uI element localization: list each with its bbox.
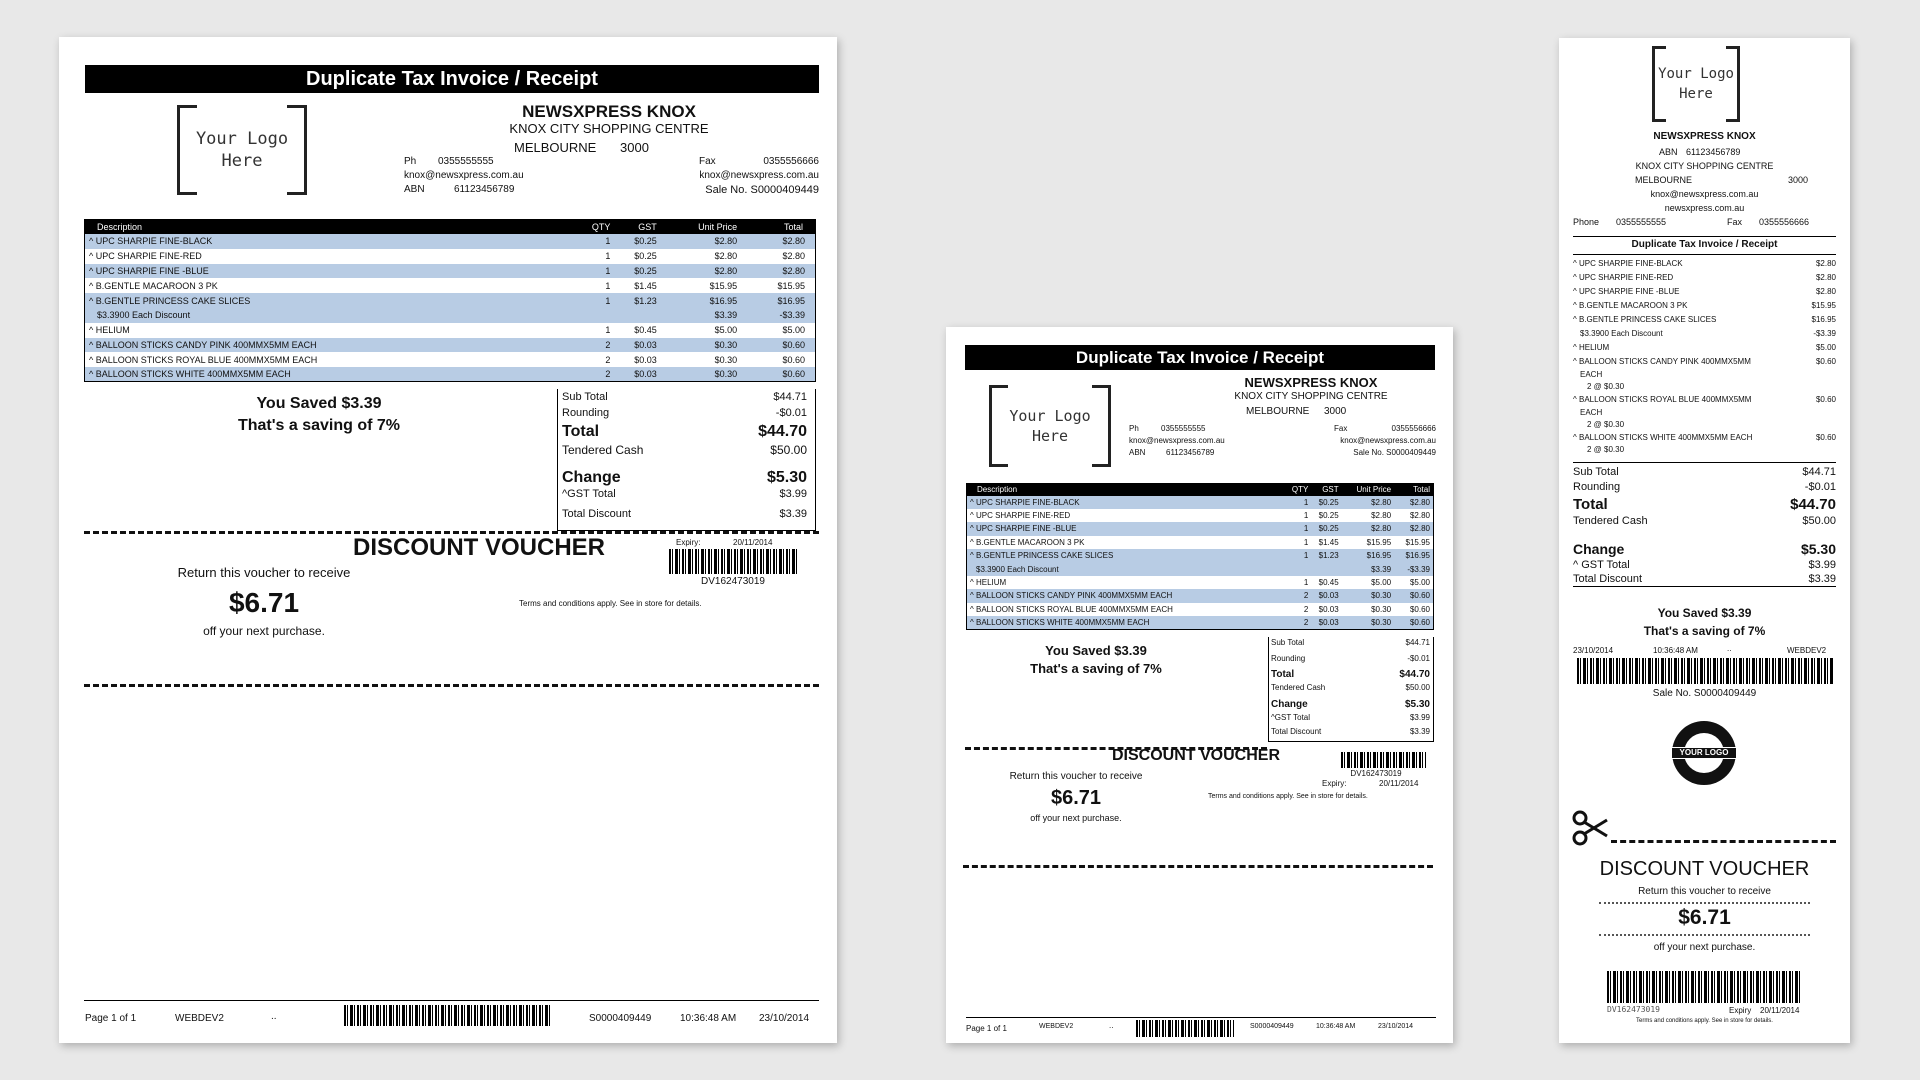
cell-unit: $5.00	[1371, 578, 1392, 588]
saved-line: You Saved $3.39	[256, 395, 382, 412]
footer-sale: S0000409449	[1250, 1023, 1294, 1030]
voucher-code: DV162473019	[1607, 1005, 1660, 1014]
cell-total: $2.80	[737, 234, 815, 249]
cell-gst	[1308, 562, 1338, 575]
table-row	[967, 509, 1434, 522]
table-row	[85, 278, 816, 293]
cell-desc: ^ B.GENTLE MACAROON 3 PK	[89, 280, 218, 291]
totals-box: Sub Total $44.71 Rounding -$0.01 Total $44.70 Tendered Cash $50.00 Change $5.30 ^GST Total $3.99 Total Discount $3.39	[557, 389, 816, 531]
voucher-cut-line	[1611, 840, 1836, 843]
cell-gst: $0.03	[634, 354, 657, 365]
voucher-return-text: Return this voucher to receive	[1638, 886, 1771, 897]
cell-total: $2.80	[782, 251, 805, 262]
cell-total: $0.60	[782, 354, 805, 365]
saving-percent: That's a saving of 7%	[1643, 624, 1766, 638]
cell-gst: $0.03	[1308, 589, 1338, 602]
footer-time: 10:36:48 AM	[1316, 1023, 1356, 1030]
cell-gst: $1.23	[610, 293, 656, 308]
list-item: ^ BALLOON STICKS CANDY PINK 400MMX5MM $0.60	[1573, 357, 1836, 366]
footer-barcode	[1136, 1020, 1234, 1037]
cell-desc: ^ UPC SHARPIE FINE -BLUE	[967, 522, 1284, 535]
saving-percent: That's a saving of 7%	[1030, 661, 1162, 676]
roll-items-list	[1573, 257, 1836, 456]
list-item: $3.3900 Each Discount -$3.39	[1580, 329, 1836, 338]
table-row	[967, 549, 1434, 562]
store-name: NEWSXPRESS KNOX	[1244, 375, 1378, 390]
totals-box: Sub Total $44.71 Rounding -$0.01 Total $44.70 Tendered Cash $50.00 Change $5.30 ^GST Total $3.99 Total Discount $3.39	[1268, 637, 1434, 742]
cell-unit: $2.80	[657, 264, 737, 279]
voucher-cut-line-bottom	[963, 865, 1433, 868]
cell-unit: $3.39	[657, 308, 737, 323]
voucher-terms: Terms and conditions apply. See in store for details.	[519, 599, 702, 608]
cell-unit: $0.30	[1371, 604, 1392, 614]
cell-unit: $0.30	[714, 354, 738, 365]
voucher-barcode	[1607, 971, 1801, 1003]
cell-gst: $1.23	[1308, 549, 1338, 562]
cell-unit: $16.95	[657, 293, 737, 308]
table-row	[85, 323, 816, 338]
cell-qty: 1	[572, 264, 610, 279]
table-row	[85, 293, 816, 308]
voucher-next-purchase: off your next purchase.	[1030, 813, 1122, 823]
cell-qty: 1	[605, 251, 611, 262]
footer-page: Page 1 of 1	[85, 1013, 137, 1024]
roll-date: 23/10/2014	[1573, 646, 1614, 655]
phone-value: 0355555555	[438, 156, 494, 167]
list-item-qty: 2 @ $0.30	[1587, 420, 1625, 429]
cell-total: $2.80	[1391, 496, 1433, 509]
cell-desc: ^ BALLOON STICKS CANDY PINK 400MMX5MM EACH	[967, 589, 1284, 602]
voucher-heading: DISCOUNT VOUCHER	[1111, 747, 1280, 764]
voucher-dotted-top	[1599, 902, 1810, 904]
table-row	[85, 234, 816, 249]
table-row	[85, 352, 816, 367]
voucher-code: DV162473019	[1350, 769, 1402, 778]
fax-label: Fax	[1334, 424, 1348, 433]
table-row	[85, 249, 816, 264]
receipt-title: Duplicate Tax Invoice / Receipt	[1631, 239, 1778, 250]
cell-desc: ^ UPC SHARPIE FINE -BLUE	[85, 264, 573, 279]
cell-total: -$3.39	[737, 308, 815, 323]
abn-value: 61123456789	[1686, 147, 1741, 157]
store-postcode: 3000	[1788, 175, 1809, 185]
table-row	[85, 367, 816, 382]
cell-desc: ^ B.GENTLE MACAROON 3 PK	[970, 537, 1085, 547]
cell-qty: 1	[572, 234, 610, 249]
cell-qty: 1	[1303, 511, 1309, 521]
cell-gst: $0.03	[1308, 616, 1338, 629]
voucher-return-text: Return this voucher to receive	[1009, 771, 1143, 782]
voucher-amount: $6.71	[1050, 787, 1102, 809]
voucher-barcode	[669, 549, 797, 574]
cell-gst: $0.03	[1318, 604, 1339, 614]
title-rule	[1573, 254, 1836, 255]
cell-total: $5.00	[782, 325, 805, 336]
logo-placeholder: Your Logo Here	[1652, 46, 1740, 122]
cell-total: $16.95	[1391, 549, 1433, 562]
table-row	[967, 589, 1434, 602]
phone-value: 0355555555	[1616, 217, 1667, 227]
store-postcode: 3000	[1324, 406, 1347, 417]
footer-terminal: WEBDEV2	[175, 1013, 224, 1024]
expiry-label: Expiry	[1729, 1006, 1752, 1015]
cell-total: $5.00	[1409, 578, 1430, 588]
saved-line: You Saved $3.39	[1045, 643, 1147, 658]
voucher-next-purchase: off your next purchase.	[203, 624, 325, 638]
store-address: KNOX CITY SHOPPING CENTRE	[1635, 161, 1774, 171]
voucher-terms: Terms and conditions apply. See in store for details.	[1636, 1018, 1773, 1024]
cell-qty: 1	[1283, 522, 1308, 535]
list-item: ^ UPC SHARPIE FINE -BLUE $2.80	[1573, 287, 1836, 296]
list-item-qty: 2 @ $0.30	[1587, 382, 1625, 391]
table-row	[85, 338, 816, 353]
cell-unit: $0.30	[1339, 589, 1391, 602]
cell-total: $0.60	[1409, 604, 1430, 614]
store-address: KNOX CITY SHOPPING CENTRE	[1234, 391, 1388, 402]
fax-value: 0355556666	[1391, 424, 1436, 433]
list-item: ^ BALLOON STICKS ROYAL BLUE 400MMX5MM $0.60	[1573, 395, 1836, 404]
cell-gst: $0.25	[610, 264, 656, 279]
voucher-code: DV162473019	[701, 576, 765, 587]
cell-unit: $2.80	[1371, 511, 1392, 521]
header-rule	[1573, 236, 1836, 237]
cell-unit: $2.80	[1339, 496, 1391, 509]
cell-total: $0.60	[1391, 589, 1433, 602]
abn-label: ABN	[404, 184, 425, 195]
cell-qty: 1	[1283, 496, 1308, 509]
list-item-cont: EACH	[1580, 370, 1603, 379]
roll-time: 10:36:48 AM	[1653, 646, 1698, 655]
receipt-title: Duplicate Tax Invoice / Receipt	[965, 345, 1435, 370]
cell-unit: $0.30	[657, 367, 737, 382]
abn-label: ABN	[1129, 448, 1146, 457]
footer-date: 23/10/2014	[759, 1013, 810, 1024]
cell-unit: $15.95	[709, 280, 738, 291]
a5-receipt	[946, 327, 1453, 1043]
cell-qty: 1	[1303, 537, 1309, 547]
voucher-barcode	[1341, 752, 1426, 768]
roll-dots: ..	[1727, 644, 1732, 653]
cell-qty: 2	[1283, 616, 1308, 629]
cell-total: $15.95	[777, 280, 805, 291]
cell-desc: ^ UPC SHARPIE FINE-RED	[970, 511, 1071, 521]
table-row	[967, 562, 1434, 575]
footer-time: 10:36:48 AM	[680, 1013, 737, 1024]
footer-dots: ..	[271, 1011, 277, 1022]
email-right: knox@newsxpress.com.au	[699, 170, 819, 181]
footer-page: Page 1 of 1	[966, 1024, 1007, 1033]
cell-qty: 1	[605, 325, 611, 336]
voucher-heading: DISCOUNT VOUCHER	[1599, 858, 1810, 880]
logo-placeholder: Your Logo Here	[989, 385, 1111, 467]
logo-placeholder: Your Logo Here	[177, 105, 307, 195]
cell-desc: ^ UPC SHARPIE FINE-BLACK	[967, 496, 1284, 509]
cell-desc: ^ BALLOON STICKS WHITE 400MMX5MM EACH	[967, 616, 1284, 629]
fax-value: 0355556666	[763, 156, 819, 167]
cell-desc: ^ BALLOON STICKS ROYAL BLUE 400MMX5MM EACH	[89, 354, 318, 365]
email: knox@newsxpress.com.au	[1129, 436, 1225, 445]
footer-rule	[84, 1000, 819, 1001]
phone-label: Ph	[404, 156, 417, 167]
phone-label: Phone	[1573, 217, 1600, 227]
sale-number: Sale No. S0000409449	[1353, 448, 1436, 457]
voucher-return-text: Return this voucher to receive	[177, 565, 351, 580]
cell-desc: ^ B.GENTLE PRINCESS CAKE SLICES	[967, 549, 1284, 562]
footer-rule	[966, 1017, 1436, 1018]
cell-desc: ^ B.GENTLE PRINCESS CAKE SLICES	[85, 293, 573, 308]
list-item: ^ BALLOON STICKS WHITE 400MMX5MM EACH $0.60	[1573, 433, 1836, 442]
voucher-amount: $6.71	[1678, 906, 1731, 929]
expiry-label: Expiry:	[676, 538, 701, 547]
cell-gst: $0.25	[1318, 511, 1339, 521]
cell-unit: $16.95	[1339, 549, 1391, 562]
cell-qty: 2	[572, 367, 610, 382]
table-header: Description QTY GST Unit Price Total	[967, 484, 1434, 496]
table-row	[85, 264, 816, 279]
cell-desc: ^ BALLOON STICKS ROYAL BLUE 400MMX5MM EACH	[970, 604, 1173, 614]
email: knox@newsxpress.com.au	[404, 170, 524, 181]
footer-dots: ..	[1109, 1021, 1114, 1030]
website: newsxpress.com.au	[1664, 203, 1745, 213]
cell-unit: $0.30	[1339, 616, 1391, 629]
footer-barcode	[344, 1005, 552, 1026]
cell-total: $15.95	[1405, 537, 1430, 547]
cell-total: $2.80	[737, 264, 815, 279]
cell-qty	[572, 308, 610, 323]
footer-sale: S0000409449	[589, 1013, 652, 1024]
cell-gst	[610, 308, 656, 323]
table-header: Description QTY GST Unit Price Total	[85, 220, 816, 235]
store-name: NEWSXPRESS KNOX	[1653, 131, 1756, 142]
expiry-label: Expiry:	[1322, 779, 1347, 788]
saved-line: You Saved $3.39	[1657, 606, 1752, 620]
voucher-dotted-bottom	[1599, 934, 1810, 936]
cell-qty: 1	[605, 280, 611, 291]
receipt-title: Duplicate Tax Invoice / Receipt	[85, 65, 819, 93]
saving-percent: That's a saving of 7%	[237, 417, 401, 434]
list-item: ^ B.GENTLE PRINCESS CAKE SLICES $16.95	[1573, 315, 1836, 324]
cell-desc: ^ HELIUM	[970, 578, 1007, 588]
voucher-cut-line-bottom	[84, 684, 819, 687]
table-row	[967, 496, 1434, 509]
cell-gst: $0.25	[1308, 522, 1338, 535]
cell-qty: 2	[605, 354, 611, 365]
cell-unit: $5.00	[714, 325, 738, 336]
email-right: knox@newsxpress.com.au	[1340, 436, 1436, 445]
voucher-heading: DISCOUNT VOUCHER	[352, 534, 605, 561]
cell-qty: 2	[572, 338, 610, 353]
circle-logo-text: YOUR LOGO	[1679, 748, 1729, 757]
cell-gst: $0.03	[610, 338, 656, 353]
cell-qty: 2	[1303, 604, 1309, 614]
fax-value: 0355556666	[1759, 217, 1810, 227]
sale-number: Sale No. S0000409449	[1652, 688, 1757, 699]
list-item: ^ B.GENTLE MACAROON 3 PK $15.95	[1573, 301, 1836, 310]
roll-receipt	[1559, 38, 1850, 1043]
email: knox@newsxpress.com.au	[1650, 189, 1759, 199]
cell-unit: $2.80	[1339, 522, 1391, 535]
items-table	[966, 483, 1434, 630]
cell-total: $0.60	[737, 367, 815, 382]
phone-label: Ph	[1129, 424, 1139, 433]
abn-value: 61123456789	[1166, 448, 1215, 457]
cell-total: $2.80	[1409, 511, 1430, 521]
cell-desc: $3.3900 Each Discount	[967, 562, 1284, 575]
cell-unit: $2.80	[714, 251, 738, 262]
fax-label: Fax	[1727, 217, 1743, 227]
store-address: KNOX CITY SHOPPING CENTRE	[509, 121, 709, 136]
sale-barcode	[1577, 658, 1833, 684]
list-item-cont: EACH	[1580, 408, 1603, 417]
list-item: ^ UPC SHARPIE FINE-RED $2.80	[1573, 273, 1836, 282]
list-item: ^ HELIUM $5.00	[1573, 343, 1836, 352]
voucher-terms: Terms and conditions apply. See in store for details.	[1208, 793, 1368, 800]
cell-gst: $1.45	[1318, 537, 1339, 547]
roll-terminal: WEBDEV2	[1787, 646, 1827, 655]
expiry-date: 20/11/2014	[1379, 779, 1419, 788]
cell-desc: ^ BALLOON STICKS WHITE 400MMX5MM EACH	[85, 367, 573, 382]
cell-gst: $1.45	[634, 280, 657, 291]
items-table	[84, 219, 816, 382]
cell-total: $0.60	[737, 338, 815, 353]
cell-desc: $3.3900 Each Discount	[85, 308, 573, 323]
cell-total: -$3.39	[1391, 562, 1433, 575]
cell-desc: ^ HELIUM	[89, 325, 130, 336]
store-city: MELBOURNE	[514, 140, 597, 155]
cell-total: $2.80	[1391, 522, 1433, 535]
cell-gst: $0.45	[634, 325, 657, 336]
table-row	[967, 576, 1434, 589]
expiry-date: 20/11/2014	[733, 538, 773, 547]
circle-logo	[1669, 718, 1739, 788]
cell-unit: $15.95	[1366, 537, 1392, 547]
cell-desc: ^ BALLOON STICKS CANDY PINK 400MMX5MM EACH	[85, 338, 573, 353]
footer-date: 23/10/2014	[1378, 1023, 1414, 1030]
cell-desc: ^ UPC SHARPIE FINE-RED	[89, 251, 202, 262]
items-rule	[1573, 462, 1836, 463]
voucher-next-purchase: off your next purchase.	[1653, 942, 1756, 953]
table-row	[967, 536, 1434, 549]
cell-total: $0.60	[1391, 616, 1433, 629]
cell-qty: 1	[572, 293, 610, 308]
store-name: NEWSXPRESS KNOX	[522, 102, 696, 121]
voucher-amount: $6.71	[228, 587, 300, 618]
cell-gst: $0.25	[634, 251, 657, 262]
table-row	[967, 603, 1434, 616]
sale-number: Sale No. S0000409449	[705, 184, 819, 196]
cell-qty: 1	[1303, 578, 1309, 588]
cell-gst: $0.25	[1308, 496, 1338, 509]
cell-qty: 2	[1283, 589, 1308, 602]
cell-gst: $0.25	[610, 234, 656, 249]
expiry-date: 20/11/2014	[1760, 1006, 1800, 1015]
cell-unit: $3.39	[1339, 562, 1391, 575]
a4-receipt	[59, 37, 837, 1043]
store-city: MELBOURNE	[1635, 175, 1693, 185]
cell-qty: 1	[1283, 549, 1308, 562]
totals-box: Sub Total $44.71 Rounding -$0.01 Total $44.70 Tendered Cash $50.00 Change $5.30 ^ GST Total $3.99 Total Discount $3.39	[1573, 466, 1836, 585]
store-postcode: 3000	[620, 140, 649, 155]
table-row	[967, 522, 1434, 535]
cell-gst: $0.45	[1318, 578, 1339, 588]
fax-label: Fax	[699, 156, 716, 167]
list-item: ^ UPC SHARPIE FINE-BLACK $2.80	[1573, 259, 1836, 268]
abn-label: ABN	[1659, 147, 1678, 157]
cell-unit: $2.80	[657, 234, 737, 249]
footer-terminal: WEBDEV2	[1039, 1023, 1074, 1030]
table-row	[85, 308, 816, 323]
store-city: MELBOURNE	[1246, 406, 1310, 417]
cell-total: $16.95	[737, 293, 815, 308]
scissors-icon	[1571, 808, 1609, 848]
list-item-qty: 2 @ $0.30	[1587, 445, 1625, 454]
abn-value: 61123456789	[454, 184, 515, 195]
cell-unit: $0.30	[657, 338, 737, 353]
cell-desc: ^ UPC SHARPIE FINE-BLACK	[85, 234, 573, 249]
cell-gst: $0.03	[610, 367, 656, 382]
cell-qty	[1283, 562, 1308, 575]
phone-value: 0355555555	[1161, 424, 1206, 433]
table-row	[967, 616, 1434, 629]
